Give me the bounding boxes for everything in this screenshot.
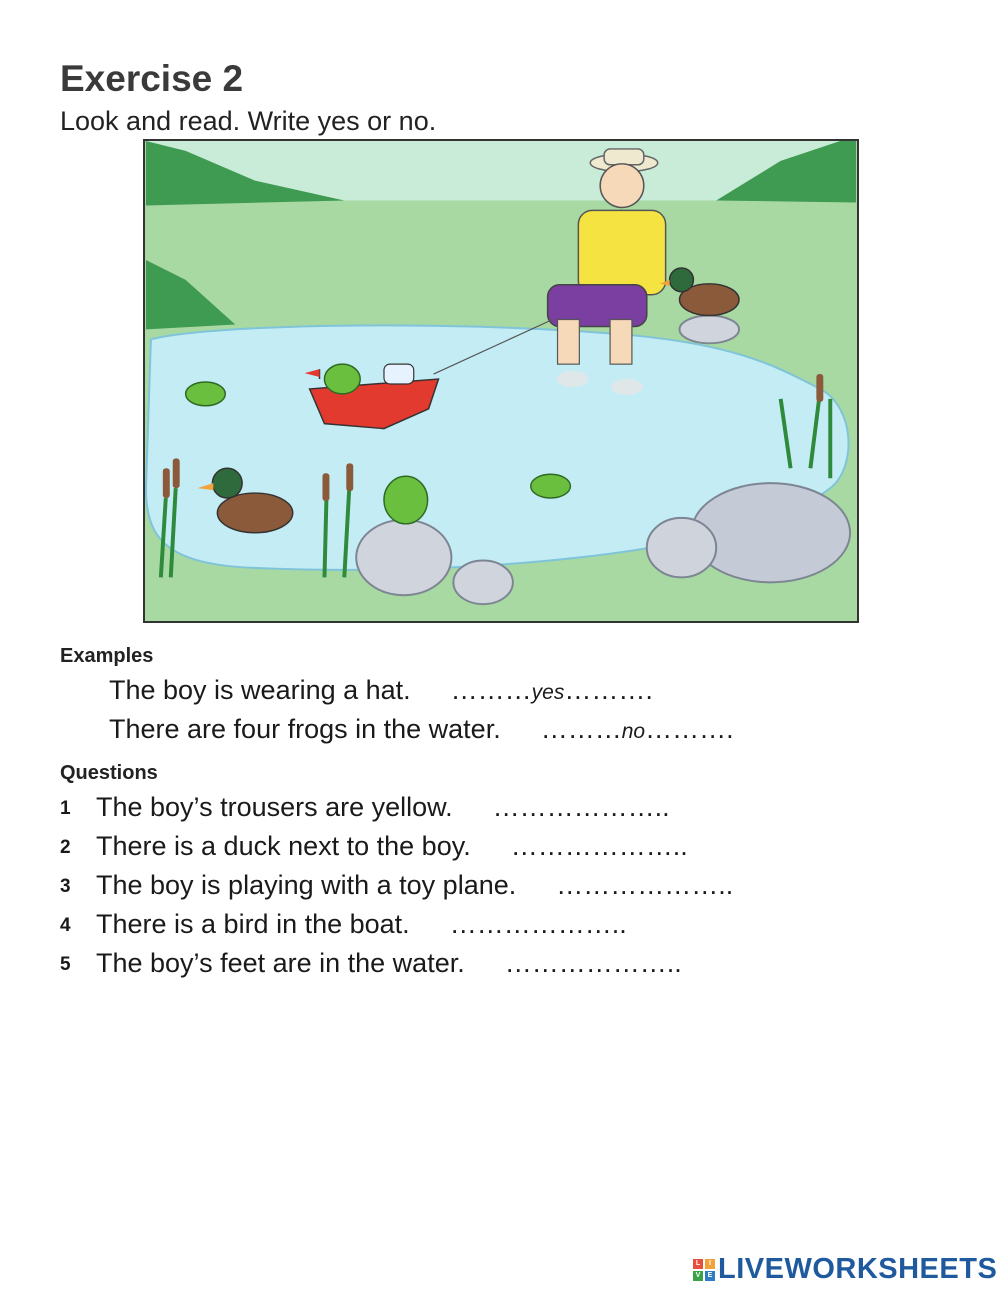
frog-swimming-left [186,382,226,406]
question-sentence: The boy is playing with a toy plane. [96,870,517,900]
frog-swimming-right [531,474,571,498]
rock-small [453,561,513,605]
examples-heading: Examples [60,645,154,667]
question-number: 2 [60,836,71,858]
question-row [60,948,682,979]
logo-grid-icon: L I V E [693,1259,715,1281]
answer-blank[interactable]: ……………….. [504,948,682,978]
question-sentence: There is a duck next to the boy. [96,831,471,861]
question-sentence: The boy’s trousers are yellow. [96,792,453,822]
question-row [60,909,627,940]
boy-shirt [578,210,665,294]
exercise-title: Exercise 2 [60,58,244,99]
liveworksheets-logo[interactable] [693,1253,997,1286]
answer-blank[interactable]: ……………….. [492,792,670,822]
example-sentence: The boy is wearing a hat. [109,675,411,705]
question-row [60,792,670,823]
questions-heading: Questions [60,762,158,784]
question-number: 5 [60,953,71,975]
frog-on-rock [384,476,428,524]
question-sentence: There is a bird in the boat. [96,909,410,939]
example-row [109,714,734,745]
question-row [60,831,688,862]
question-row [60,870,733,901]
example-sentence: There are four frogs in the water. [109,714,501,744]
question-sentence: The boy’s feet are in the water. [96,948,465,978]
answer-blank[interactable]: ……………….. [556,870,734,900]
rock-right-small [647,518,716,578]
example-answer-text: yes [531,681,565,704]
pond-illustration [143,139,859,623]
question-number: 4 [60,914,71,936]
example-answer: ………yes………. [450,675,653,705]
answer-blank[interactable]: ……………….. [449,909,627,939]
answer-blank[interactable]: ……………….. [510,831,688,861]
rock-right-large [691,483,850,582]
example-answer: ………no………. [540,714,734,744]
rock-duck [680,316,740,344]
example-row [109,675,653,706]
example-answer-text: no [621,720,646,743]
rock-center [356,520,451,595]
frog-in-boat [324,364,360,394]
brand-name: LIVEWORKSHEETS [718,1253,998,1285]
question-number: 3 [60,875,71,897]
question-number: 1 [60,797,71,819]
exercise-instruction: Look and read. Write yes or no. [60,106,437,136]
